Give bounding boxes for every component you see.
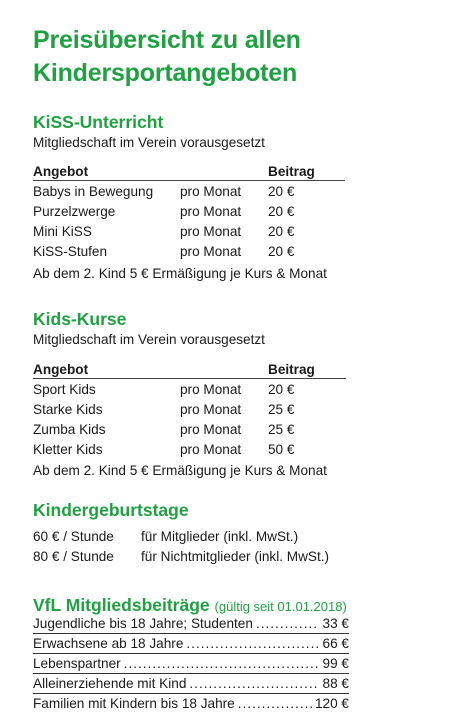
col-offer-header: Angebot (33, 164, 89, 179)
kids-table-header (33, 361, 346, 379)
col-fee-header: Beitrag (268, 164, 315, 179)
fee-label: Erwachsene ab 18 Jahre (33, 636, 184, 651)
offer-name: Mini KiSS (33, 224, 92, 239)
col-fee-header: Beitrag (268, 362, 315, 377)
offer-price: 20 € (268, 382, 295, 397)
offer-name: Sport Kids (33, 382, 96, 397)
list-item (33, 674, 349, 694)
offer-period: pro Monat (180, 244, 242, 259)
kiss-price-table (33, 163, 345, 261)
kiss-note: Mitgliedschaft im Verein vorausgesetzt (33, 135, 265, 150)
offer-price: 20 € (268, 244, 295, 259)
offer-period: pro Monat (180, 184, 242, 199)
fee-label: Familien mit Kindern bis 18 Jahre (33, 696, 235, 711)
membership-fee-list (33, 614, 349, 714)
offer-price: 25 € (268, 422, 295, 437)
fee-label: Lebenspartner (33, 656, 121, 671)
list-item (33, 694, 349, 714)
fee-label: Alleinerziehende mit Kind (33, 676, 187, 691)
kiss-heading: KiSS-Unterricht (33, 112, 164, 132)
kiss-table-header (33, 163, 345, 181)
birthday-desc: für Nichtmitglieder (inkl. MwSt.) (141, 549, 330, 564)
dot-leader (124, 654, 318, 674)
offer-price: 20 € (268, 224, 295, 239)
table-row (33, 221, 345, 241)
kids-heading: Kids-Kurse (33, 309, 127, 329)
offer-period: pro Monat (180, 382, 242, 397)
dot-leader (238, 694, 312, 714)
dot-leader (256, 614, 318, 634)
offer-price: 20 € (268, 184, 295, 199)
birthday-price: 80 € / Stunde (33, 549, 114, 564)
table-row (33, 399, 346, 419)
offer-name: KiSS-Stufen (33, 244, 108, 259)
offer-period: pro Monat (180, 402, 242, 417)
fee-label: Jugendliche bis 18 Jahre; Studenten (33, 616, 253, 631)
col-offer-header: Angebot (33, 362, 89, 377)
list-item (33, 634, 349, 654)
table-row (33, 419, 346, 439)
offer-name: Purzelzwerge (33, 204, 116, 219)
fee-price: 33 € (322, 616, 349, 631)
page-title: Preisübersicht zu allen Kindersportangeboten (33, 26, 301, 87)
table-row (33, 181, 345, 201)
list-item (33, 654, 349, 674)
offer-period: pro Monat (180, 442, 242, 457)
kiss-discount-note: Ab dem 2. Kind 5 € Ermäßigung je Kurs & Monat (33, 266, 327, 281)
list-item (33, 614, 349, 634)
birthday-heading: Kindergeburtstage (33, 500, 189, 520)
fee-price: 88 € (322, 676, 349, 691)
dot-leader (186, 634, 318, 654)
table-row (33, 201, 345, 221)
fee-price: 120 € (314, 696, 349, 711)
table-row (33, 439, 346, 459)
offer-period: pro Monat (180, 204, 242, 219)
table-row (33, 379, 346, 399)
membership-validity-note: (gültig seit 01.01.2018) (214, 599, 347, 614)
kids-discount-note: Ab dem 2. Kind 5 € Ermäßigung je Kurs & Monat (33, 463, 327, 478)
offer-name: Babys in Bewegung (33, 184, 154, 199)
offer-period: pro Monat (180, 422, 242, 437)
birthday-row (33, 548, 329, 565)
birthday-desc: für Mitglieder (inkl. MwSt.) (141, 529, 299, 544)
birthday-row (33, 528, 298, 545)
offer-name: Zumba Kids (33, 422, 106, 437)
offer-name: Starke Kids (33, 402, 103, 417)
fee-price: 66 € (322, 636, 349, 651)
offer-period: pro Monat (180, 224, 242, 239)
table-row (33, 241, 345, 261)
offer-name: Kletter Kids (33, 442, 103, 457)
offer-price: 20 € (268, 204, 295, 219)
kids-price-table (33, 361, 346, 459)
birthday-price: 60 € / Stunde (33, 529, 114, 544)
dot-leader (189, 674, 318, 694)
membership-heading: VfL Mitgliedsbeiträge (33, 595, 210, 615)
offer-price: 50 € (268, 442, 295, 457)
kids-note: Mitgliedschaft im Verein vorausgesetzt (33, 332, 265, 347)
offer-price: 25 € (268, 402, 295, 417)
fee-price: 99 € (322, 656, 349, 671)
